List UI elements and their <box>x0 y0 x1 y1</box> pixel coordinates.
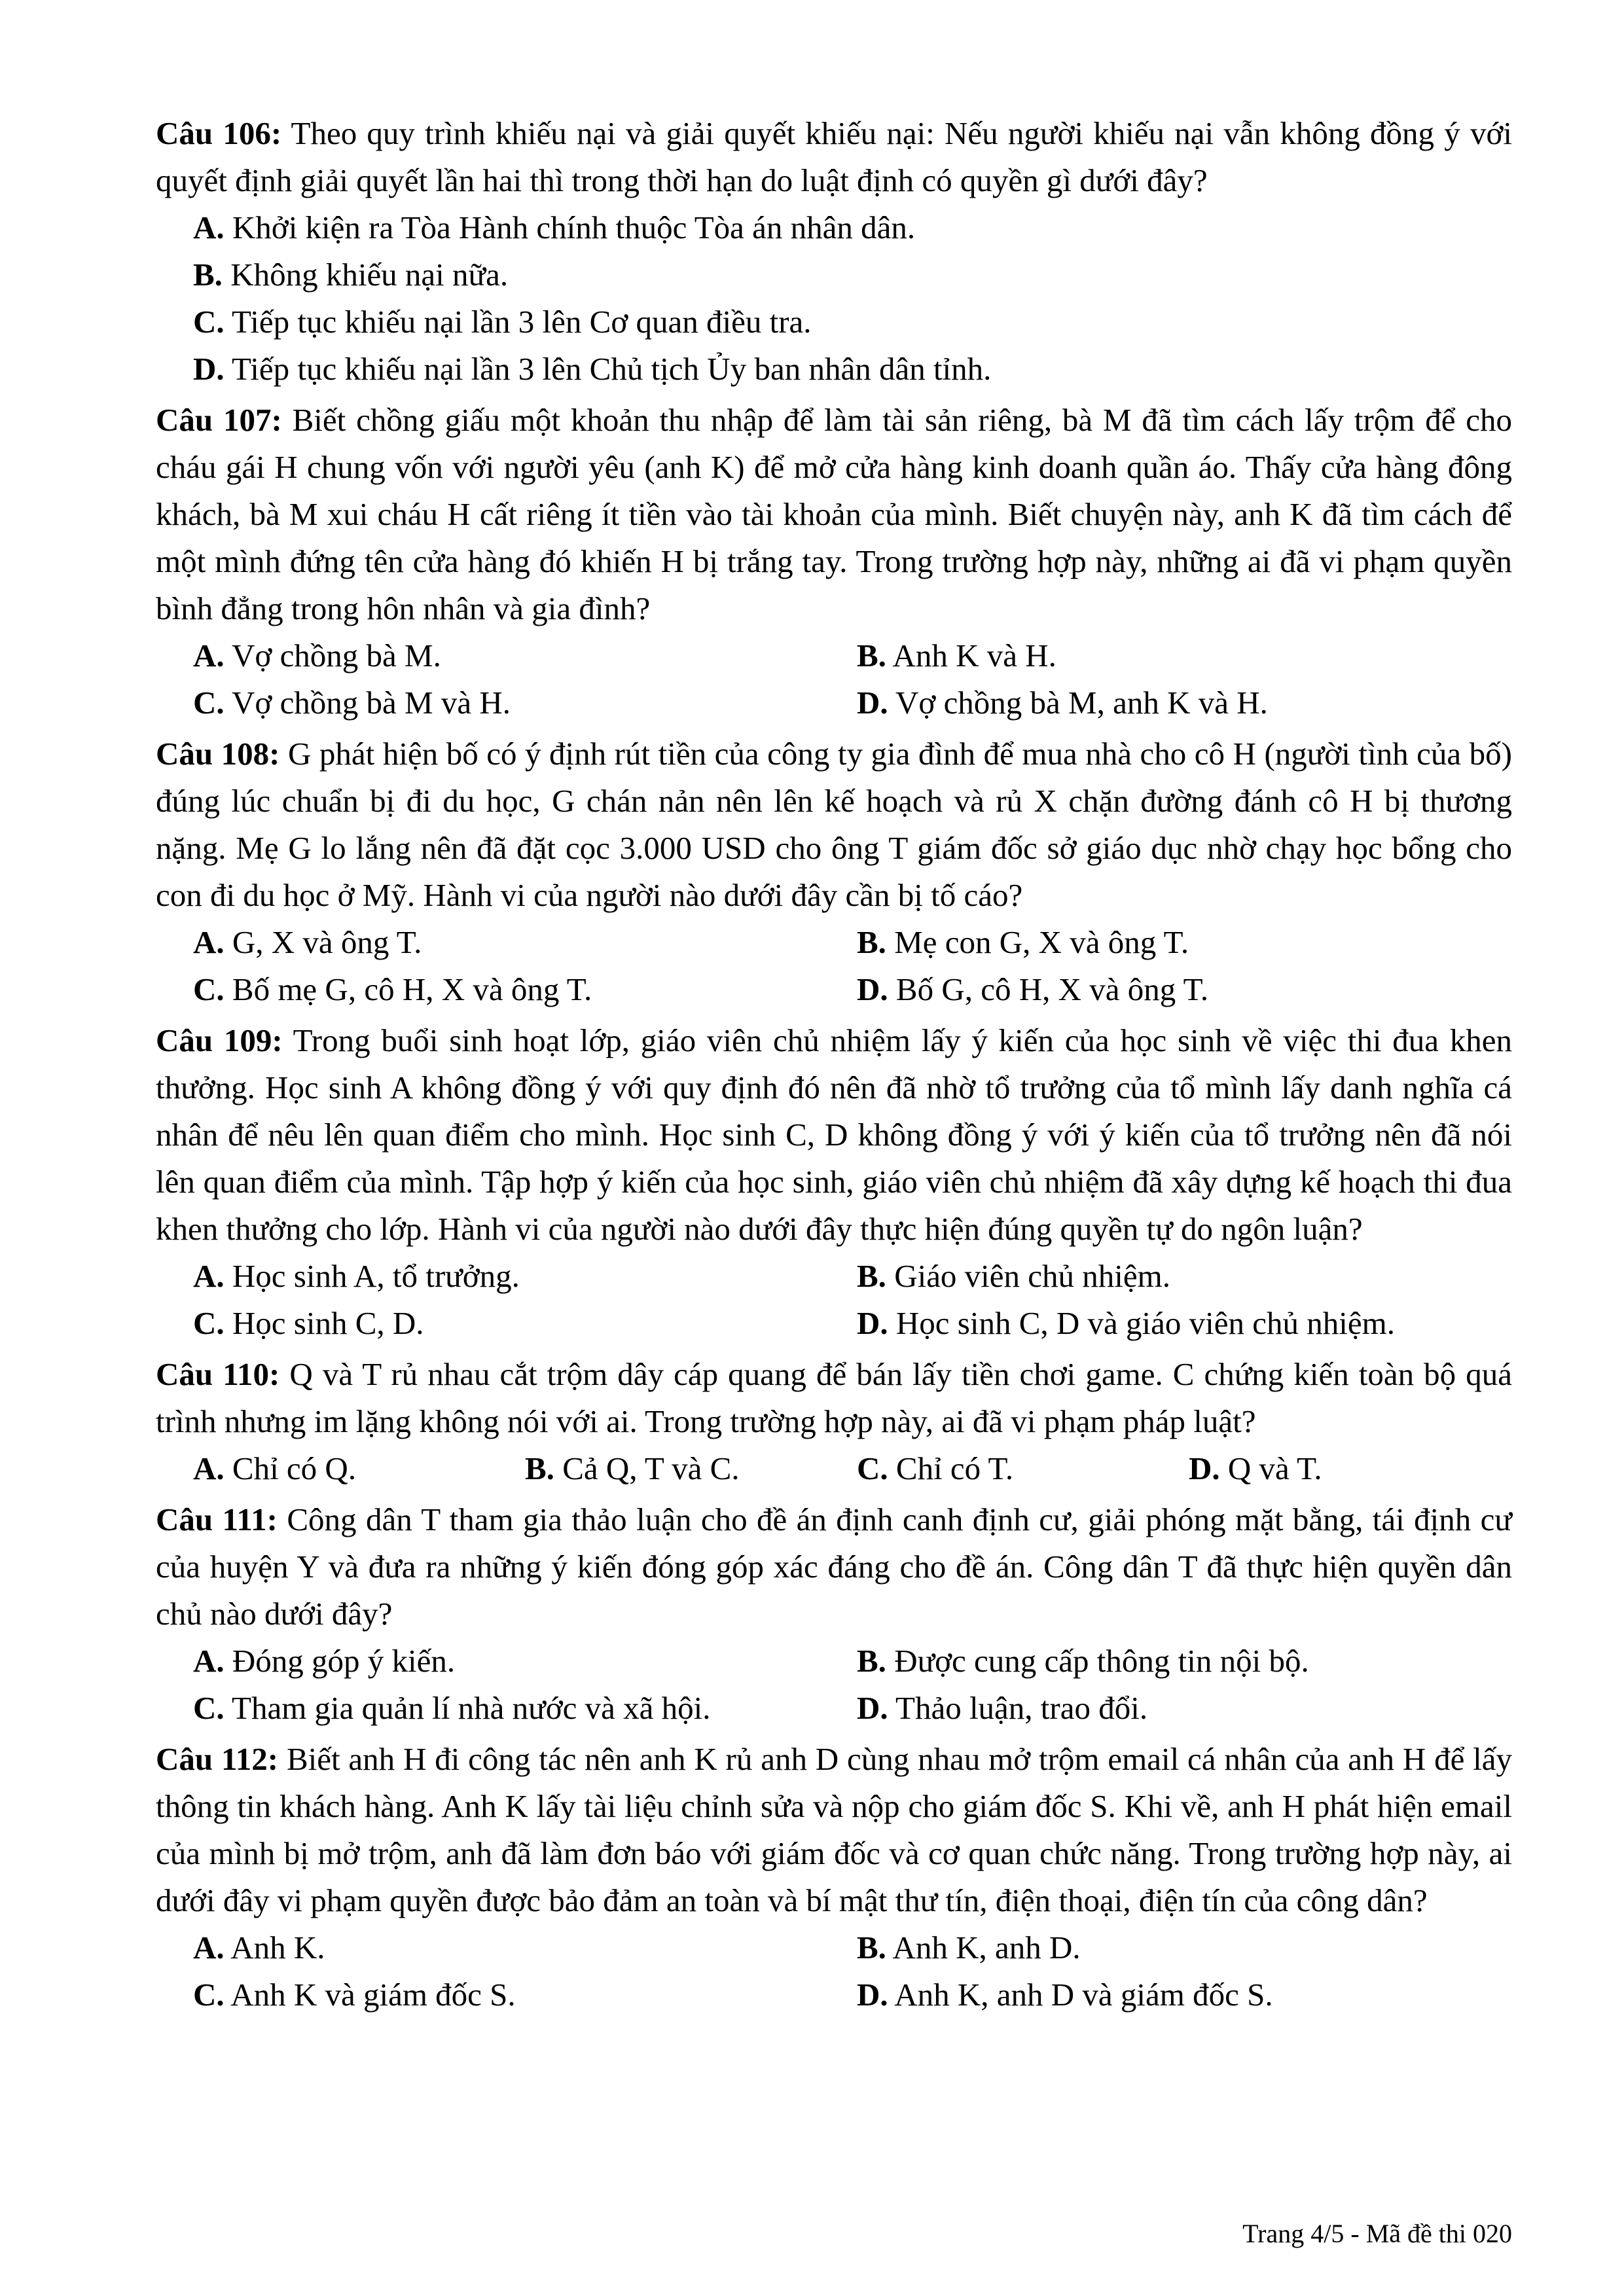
question-109 <box>156 1017 1512 1347</box>
option-a[interactable]: A. Khởi kiện ra Tòa Hành chính thuộc Tòa án nhân dân. <box>193 209 916 245</box>
question-text: Q và T rủ nhau cắt trộm dây cáp quang để bán lấy tiền chơi game. C chứng kiến toàn bộ quá trình nhưng im lặng không nói với ai. Trong trường hợp này, ai đã vi phạm pháp luật? <box>156 1356 1512 1439</box>
question-text: Công dân T tham gia thảo luận cho đề án định canh định cư, giải phóng mặt bằng, tái định cư của huyện Y và đưa ra những ý kiến đóng góp xác đáng cho đề án. Công dân T đã thực hiện quyền dân chủ nào dưới đây? <box>156 1501 1512 1632</box>
question-112 <box>156 1736 1512 2018</box>
option-a[interactable]: A. Đóng góp ý kiến. <box>193 1643 456 1679</box>
option-d[interactable]: D. Anh K, anh D và giám đốc S. <box>857 1977 1273 2013</box>
question-stem <box>156 730 1512 919</box>
option-b[interactable]: B. Cả Q, T và C. <box>525 1450 740 1486</box>
option-list <box>156 1638 1512 1732</box>
question-label: Câu 109: <box>156 1022 283 1058</box>
option-c[interactable]: C. Tham gia quản lí nhà nước và xã hội. <box>193 1690 711 1726</box>
question-text: Biết chồng giấu một khoản thu nhập để làm tài sản riêng, bà M đã tìm cách lấy trộm để cho cháu gái H chung vốn với người yêu (anh K) để mở cửa hàng kinh doanh quần áo. Thấy cửa hàng đông khách, bà M xui cháu H cất riêng ít tiền vào tài khoản của mình. Biết chuyện này, anh K đã tìm cách để một mình đứng tên cửa hàng đó khiến H bị trắng tay. Trong trường hợp này, những ai đã vi phạm quyền bình đẳng trong hôn nhân và gia đình? <box>156 402 1513 626</box>
question-stem <box>156 110 1512 204</box>
question-111 <box>156 1496 1512 1732</box>
option-c[interactable]: C. Học sinh C, D. <box>193 1305 424 1341</box>
option-list <box>156 632 1512 726</box>
question-106 <box>156 110 1512 393</box>
question-stem <box>156 1736 1512 1924</box>
option-a[interactable]: A. Anh K. <box>193 1929 325 1965</box>
option-list <box>156 919 1512 1013</box>
option-b[interactable]: B. Giáo viên chủ nhiệm. <box>857 1258 1171 1294</box>
question-label: Câu 107: <box>156 402 282 438</box>
question-label: Câu 106: <box>156 115 282 151</box>
question-text: G phát hiện bố có ý định rút tiền của công ty gia đình để mua nhà cho cô H (người tình của bố) đúng lúc chuẩn bị đi du học, G chán nản nên lên kế hoạch và rủ X chặn đường đánh cô H bị thương nặng. Mẹ G lo lắng nên đã đặt cọc 3.000 USD cho ông T giám đốc sở giáo dục nhờ chạy học bổng cho con đi du học ở Mỹ. Hành vi của người nào dưới đây cần bị tố cáo? <box>156 736 1512 913</box>
question-text: Biết anh H đi công tác nên anh K rủ anh D cùng nhau mở trộm email cá nhân của anh H để lấy thông tin khách hàng. Anh K lấy tài liệu chỉnh sửa và nộp cho giám đốc S. Khi về, anh H phát hiện email của mình bị mở trộm, anh đã làm đơn báo với giám đốc và cơ quan chức năng. Trong trường hợp này, ai dưới đây vi phạm quyền được bảo đảm an toàn và bí mật thư tín, điện thoại, điện tín của công dân? <box>156 1741 1513 1918</box>
option-d[interactable]: D. Q và T. <box>1189 1450 1322 1486</box>
question-108 <box>156 730 1512 1013</box>
question-text: Theo quy trình khiếu nại và giải quyết khiếu nại: Nếu người khiếu nại vẫn không đồng ý với quyết định giải quyết lần hai thì trong thời hạn do luật định có quyền gì dưới đây? <box>156 115 1512 198</box>
option-d[interactable]: D. Vợ chồng bà M, anh K và H. <box>857 685 1268 721</box>
option-d[interactable]: D. Tiếp tục khiếu nại lần 3 lên Chủ tịch Ủy ban nhân dân tỉnh. <box>193 351 992 387</box>
option-c[interactable]: C. Vợ chồng bà M và H. <box>193 685 511 721</box>
question-label: Câu 111: <box>156 1501 278 1537</box>
question-stem <box>156 1496 1512 1638</box>
option-list <box>156 1445 1512 1492</box>
option-d[interactable]: D. Thảo luận, trao đổi. <box>857 1690 1148 1726</box>
option-a[interactable]: A. Học sinh A, tổ trưởng. <box>193 1258 520 1294</box>
option-a[interactable]: A. Chỉ có Q. <box>193 1450 357 1486</box>
option-c[interactable]: C. Anh K và giám đốc S. <box>193 1977 516 2013</box>
question-list <box>156 110 1512 2022</box>
option-c[interactable]: C. Chỉ có T. <box>857 1450 1014 1486</box>
option-d[interactable]: D. Bố G, cô H, X và ông T. <box>857 971 1209 1007</box>
question-label: Câu 110: <box>156 1356 280 1392</box>
option-c[interactable]: C. Bố mẹ G, cô H, X và ông T. <box>193 971 592 1007</box>
question-text: Trong buổi sinh hoạt lớp, giáo viên chủ nhiệm lấy ý kiến của học sinh về việc thi đua khen thưởng. Học sinh A không đồng ý với quy định đó nên đã nhờ tổ trưởng của tổ mình lấy danh nghĩa cá nhân để nêu lên quan điểm cho mình. Học sinh C, D không đồng ý với ý kiến của tổ trưởng nên đã nói lên quan điểm của mình. Tập hợp ý kiến của học sinh, giáo viên chủ nhiệm đã xây dựng kế hoạch thi đua khen thưởng cho lớp. Hành vi của người nào dưới đây thực hiện đúng quyền tự do ngôn luận? <box>156 1022 1512 1247</box>
option-b[interactable]: B. Anh K và H. <box>857 637 1056 673</box>
question-107 <box>156 397 1512 726</box>
option-b[interactable]: B. Được cung cấp thông tin nội bộ. <box>857 1643 1309 1679</box>
option-list <box>156 1253 1512 1347</box>
option-b[interactable]: B. Mẹ con G, X và ông T. <box>857 924 1189 960</box>
option-b[interactable]: B. Không khiếu nại nữa. <box>193 257 509 293</box>
question-stem <box>156 1017 1512 1253</box>
page-footer: Trang 4/5 - Mã đề thi 020 <box>1242 2219 1512 2248</box>
option-c[interactable]: C. Tiếp tục khiếu nại lần 3 lên Cơ quan điều tra. <box>193 304 812 340</box>
question-stem <box>156 1351 1512 1445</box>
option-list <box>156 204 1512 393</box>
option-a[interactable]: A. G, X và ông T. <box>193 924 422 960</box>
option-a[interactable]: A. Vợ chồng bà M. <box>193 637 441 673</box>
option-b[interactable]: B. Anh K, anh D. <box>857 1929 1081 1965</box>
question-110 <box>156 1351 1512 1492</box>
question-label: Câu 112: <box>156 1741 279 1777</box>
question-label: Câu 108: <box>156 736 280 772</box>
option-d[interactable]: D. Học sinh C, D và giáo viên chủ nhiệm. <box>857 1305 1395 1341</box>
option-list <box>156 1924 1512 2018</box>
question-stem <box>156 397 1512 632</box>
